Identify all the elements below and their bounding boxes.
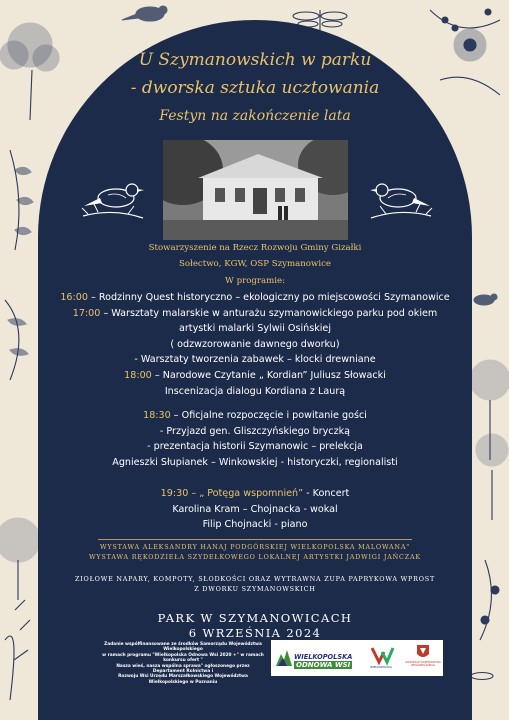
program-line: 16:00 – Rodzinny Quest historyczno – ekologiczny po miejscowości Szymanowice: [60, 292, 450, 303]
exhibitions: [38, 542, 472, 562]
bird-right-side-icon: [474, 294, 497, 305]
program-block-3: [38, 486, 472, 533]
funding-line: w ramach programu "Wielkopolska Odnowa Wsi 2020 +" w ramach konkursu ofert ": [102, 652, 264, 664]
program-line: Filip Chojnacki - piano: [202, 519, 308, 531]
refreshments: [48, 574, 462, 594]
program-line: ( odzwzorowanie dawnego dworku): [170, 338, 340, 350]
refreshments-line-2: Z DWORKU SZYMANOWSKICH: [194, 585, 316, 593]
tree-right-icon: [470, 360, 509, 640]
program-block-2: [38, 408, 472, 470]
program-line: 19:30 – „ Potęga wspomnień” - Koncert: [160, 488, 350, 499]
funding-line: Zadanie współfinansowane ze środków Samorządu Województwa Wielkopolskiego: [104, 642, 262, 653]
program-line: Karolina Kram – Chojnacka - wokal: [172, 503, 338, 515]
divider: [98, 539, 412, 540]
tree-top-left-icon: [0, 23, 59, 120]
program-line: 17:00 – Warsztaty malarskie w anturażu szymanowickiego parku pod okiem: [72, 307, 438, 319]
sponsor-logos: [271, 640, 443, 676]
title-line-2: - dworska sztuka ucztowania: [130, 78, 380, 98]
event-subtitle: Festyn na zakończenie lata: [159, 108, 351, 124]
program-line: artystki malarki Sylwii Osińskiej: [178, 323, 332, 335]
manor-house-photo: [163, 140, 348, 240]
program-line: - prezentacja historii Szymanowic – prelekcja: [147, 441, 363, 453]
program-block-1: [38, 290, 472, 399]
event-date: 6 WRZEŚNIA 2024: [188, 626, 322, 640]
wielkopolska-odnowa-wsi-logo: WIELKOPOLSKA ODNOWA WSI: [274, 644, 356, 672]
tree-bottom-left-icon: [0, 518, 40, 700]
program-line: Agnieszki Słupianek – Winkowskiej - historyczki, regionalisti: [112, 456, 398, 468]
exhibition-line-1: WYSTAWA ALEKSANDRY HANAJ PODGÓRSKIEJ WIELKOPOLSKA MALOWANA": [100, 543, 410, 551]
program-line: - Przyjazd gen. Gliszczyńskiego bryczką: [159, 425, 351, 437]
funding-line: Rozwoju Wsi Urzędu Marszałkowskiego Województwa Wielkopolskiego w Poznaniu: [118, 674, 248, 685]
refreshments-line-1: ZIOŁOWE NAPARY, KOMPOTY, SŁODKOŚCI ORAZ WYTRAWNA ZUPA PAPRYKOWA WPROST: [74, 575, 436, 583]
organizer-line-1: Stowarzyszenie na Rzecz Rozwoju Gminy Gizałki: [148, 243, 362, 253]
funding-note: [100, 642, 266, 685]
venue: [38, 611, 472, 641]
program-heading: W programie:: [225, 276, 285, 286]
wielkopolska-logo: WIELKOPOLSKA: [362, 644, 400, 672]
main-panel: [38, 20, 472, 720]
leaves-left-icon: [5, 150, 33, 380]
bird-top-left-icon: [122, 6, 167, 21]
program-line: 18:00 – Narodowe Czytanie „ Kordian” Juliusz Słowacki: [124, 369, 386, 381]
program-line: - Warsztaty tworzenia zabawek – klocki drewniane: [134, 354, 376, 366]
program-line: 18:30 – Oficjalne rozpoczęcie i powitanie gości: [143, 410, 367, 421]
funding-line: Nasza wieś, nasza wspólna sprawa" ogłoszonego przez Departament Rolnictwa i: [116, 663, 250, 675]
venue-place: PARK W SZYMANOWICACH: [157, 611, 353, 625]
program-line: Inscenizacja dialogu Kordiana z Laurą: [164, 385, 346, 397]
bird-right-icon: [366, 168, 436, 228]
organizer-line-2: Sołectwo, KGW, OSP Szymanowice: [179, 259, 331, 269]
bird-left-icon: [78, 168, 148, 228]
coat-of-arms-logo: SAMORZĄD WOJEWÓDZTWA WIELKOPOLSKIEGO: [405, 644, 441, 672]
exhibition-line-2: WYSTAWA RĘKODZIEŁA SZYDEŁKOWEGO LOKALNEJ ARTYSTKI JADWIGI JAŃCZAK: [89, 553, 421, 561]
title-line-1: U Szymanowskich w parku: [138, 50, 372, 70]
